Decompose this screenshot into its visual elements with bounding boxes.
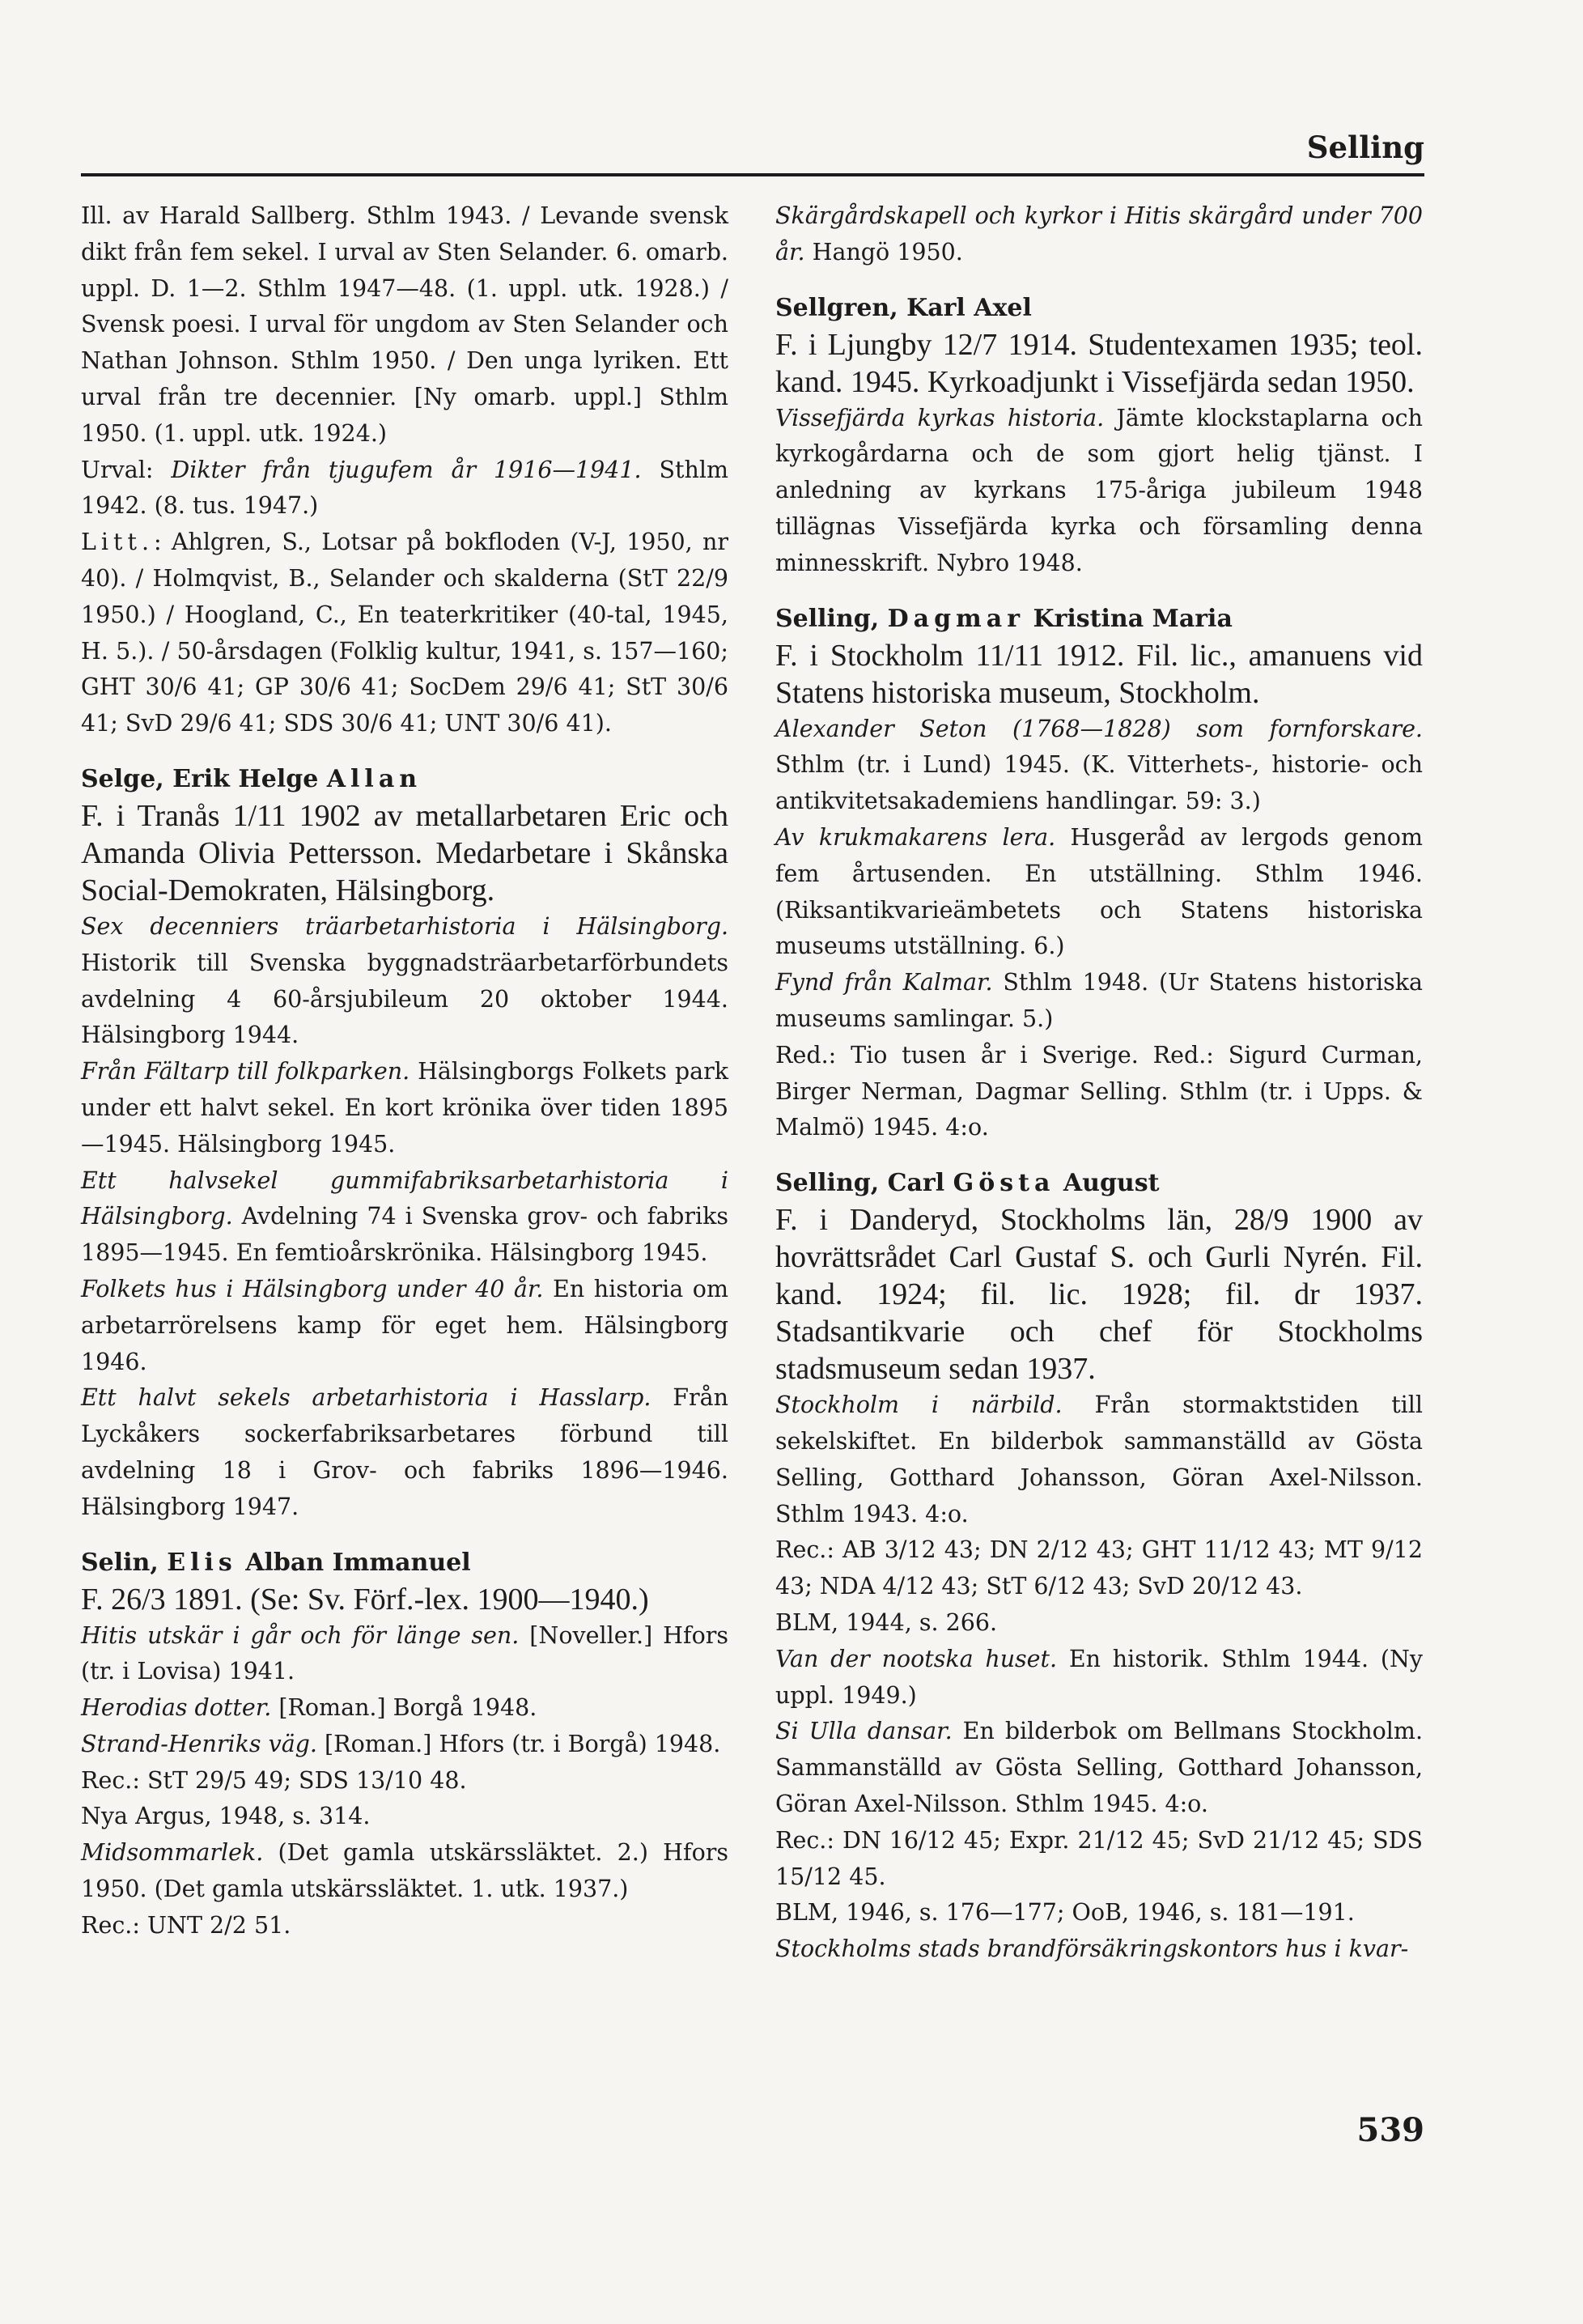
review-line: BLM, 1946, s. 176—177; OoB, 1946, s. 181—191. bbox=[775, 1899, 1355, 1927]
review-line: Rec.: DN 16/12 45; Expr. 21/12 45; SvD 21/12 45; SDS 15/12 45. bbox=[775, 1826, 1423, 1890]
entry-bio: F. i Stockholm 11/11 1912. Fil. lic., amanuens vid Statens historiska museum, Stockholm. bbox=[775, 638, 1423, 710]
entry-heading-selge: Selge, Erik Helge Allan bbox=[81, 764, 422, 793]
work-item: Herodias dotter. [Roman.] Borgå 1948. bbox=[81, 1694, 537, 1722]
review-line: BLM, 1944, s. 266. bbox=[775, 1608, 998, 1636]
work-item: Red.: Tio tusen år i Sverige. Red.: Sigurd Curman, Birger Nerman, Dagmar Selling. Sthlm (tr. i Upps. & Malmö) 1945. 4:o. bbox=[775, 1041, 1423, 1141]
header-rule bbox=[81, 173, 1424, 176]
intro-paragraph: Urval: Dikter från tjugufem år 1916—1941. Sthlm 1942. (8. tus. 1947.) bbox=[81, 456, 728, 520]
entry-heading-selling-dagmar: Selling, Dagmar Kristina Maria bbox=[775, 604, 1233, 633]
entry-bio: F. i Danderyd, Stockholms län, 28/9 1900 av hovrättsrådet Carl Gustaf S. och Gurli Nyrén. Fil. kand. 1924; fil. lic. 1928; fil. dr 1937. Stadsantikvarie och chef för Stockholms stadsmuseum sedan 1937. bbox=[775, 1203, 1423, 1387]
review-line: Rec.: StT 29/5 49; SDS 13/10 48. bbox=[81, 1766, 467, 1794]
work-item: Vissefjärda kyrkas historia. Jämte klockstaplarna och kyrkogårdarna och de som gjort helig tjänst. I anledning av kyrkans 175-åriga jubileum 1948 tillägnas Vissefjärda kyrka och församling denna minnesskrift. Nybro 1948. bbox=[775, 404, 1423, 576]
entry-heading-selling-gosta: Selling, Carl Gösta August bbox=[775, 1169, 1160, 1198]
entry-bio: F. 26/3 1891. (Se: Sv. Förf.-lex. 1900—1940.) bbox=[81, 1582, 649, 1617]
review-line: Nya Argus, 1948, s. 314. bbox=[81, 1803, 371, 1830]
page-number: 539 bbox=[1356, 2111, 1424, 2149]
work-item: Ett halvsekel gummifabriksarbetarhistoria i Hälsingborg. Avdelning 74 i Svenska grov- och fabriks 1895—1945. En femtioårskrönika. Hälsingborg 1945. bbox=[81, 1166, 728, 1267]
right-column bbox=[775, 198, 1423, 1968]
work-item: Ett halvt sekels arbetarhistoria i Hasslarp. Från Lyckåkers sockerfabriksarbetares förbund till avdelning 18 i Grov- och fabriks 1896—1946. Hälsingborg 1947. bbox=[81, 1384, 728, 1520]
work-item: Stockholms stads brandförsäkringskontors hus i kvar- bbox=[775, 1935, 1409, 1963]
intro-paragraph: Ill. av Harald Sallberg. Sthlm 1943. / Levande svensk dikt från fem sekel. I urval av Sten Selander. 6. omarb. uppl. D. 1—2. Sthlm 1947—48. (1. uppl. utk. 1928.) / Svensk poesi. I urval för ungdom av Sten Selander och Nathan Johnson. Sthlm 1950. / Den unga lyriken. Ett urval från tre decennier. [Ny omarb. uppl.] Sthlm 1950. (1. uppl. utk. 1924.) bbox=[81, 202, 728, 447]
intro-paragraph: Skärgårdskapell och kyrkor i Hitis skärgård under 700 år. Hangö 1950. bbox=[775, 202, 1423, 266]
work-item: Hitis utskär i går och för länge sen. [Noveller.] Hfors (tr. i Lovisa) 1941. bbox=[81, 1621, 728, 1685]
work-item: Si Ulla dansar. En bilderbok om Bellmans Stockholm. Sammanställd av Gösta Selling, Gotthard Johansson, Göran Axel-Nilsson. Sthlm 1945. 4:o. bbox=[775, 1718, 1424, 1817]
review-line: Rec.: AB 3/12 43; DN 2/12 43; GHT 11/12 43; MT 9/12 43; NDA 4/12 43; StT 6/12 43; SvD 20/12 43. bbox=[775, 1536, 1423, 1600]
work-item: Alexander Seton (1768—1828) som fornforskare. Sthlm (tr. i Lund) 1945. (K. Vitterhets-, historie- och antikvitetsakademiens handlingar. 59: 3.) bbox=[775, 715, 1423, 815]
left-column bbox=[81, 198, 728, 1944]
work-item: Folkets hus i Hälsingborg under 40 år. En historia om arbetarrörelsens kamp för eget hem. Hälsingborg 1946. bbox=[81, 1275, 728, 1375]
intro-paragraph: Litt.: Ahlgren, S., Lotsar på bokfloden (V-J, 1950, nr 40). / Holmqvist, B., Selander och skalderna (StT 22/9 1950.) / Hoogland, C., En teaterkritiker (40-tal, 1945, H. 5.). / 50-årsdagen (Folklig kultur, 1941, s. 157—160; GHT 30/6 41; GP 30/6 41; SocDem 29/6 41; StT 30/6 41; SvD 29/6 41; SDS 30/6 41; UNT 30/6 41). bbox=[81, 529, 728, 737]
work-item: Van der nootska huset. En historik. Sthlm 1944. (Ny uppl. 1949.) bbox=[775, 1645, 1424, 1709]
work-item: Midsommarlek. (Det gamla utskärssläktet. 2.) Hfors 1950. (Det gamla utskärssläktet. 1. utk. 1937.) bbox=[81, 1839, 728, 1903]
review-line: Rec.: UNT 2/2 51. bbox=[81, 1911, 291, 1939]
work-item: Av krukmakarens lera. Husgeråd av lergods genom fem årtusenden. En utställning. Sthlm 1946. (Riksantikvarieämbetets och Statens historiska museums utställning. 6.) bbox=[775, 823, 1423, 960]
entry-heading-selin: Selin, Elis Alban Immanuel bbox=[81, 1548, 471, 1577]
entry-bio: F. i Tranås 1/11 1902 av metallarbetaren Eric och Amanda Olivia Pettersson. Medarbetare i Skånska Social-Demokraten, Hälsingborg. bbox=[81, 798, 728, 907]
work-item: Stockholm i närbild. Från stormaktstiden till sekelskiftet. En bilderbok sammanställd av Gösta Selling, Gotthard Johansson, Göran Axel-Nilsson. Sthlm 1943. 4:o. bbox=[775, 1391, 1423, 1527]
entry-bio: F. i Ljungby 12/7 1914. Studentexamen 1935; teol. kand. 1945. Kyrkoadjunkt i Vissefjärda sedan 1950. bbox=[775, 327, 1423, 399]
entry-heading-sellgren: Sellgren, Karl Axel bbox=[775, 293, 1032, 322]
work-item: Strand-Henriks väg. [Roman.] Hfors (tr. i Borgå) 1948. bbox=[81, 1730, 721, 1757]
running-head: Selling bbox=[1306, 130, 1424, 165]
work-item: Från Fältarp till folkparken. Hälsingborgs Folkets park under ett halvt sekel. En kort krönika över tiden 1895—1945. Hälsingborg 1945. bbox=[81, 1058, 728, 1158]
work-item: Fynd från Kalmar. Sthlm 1948. (Ur Statens historiska museums samlingar. 5.) bbox=[775, 969, 1423, 1032]
work-item: Sex decenniers träarbetarhistoria i Hälsingborg. Historik till Svenska byggnadsträarbetarförbundets avdelning 4 60-årsjubileum 20 oktober 1944. Hälsingborg 1944. bbox=[81, 912, 728, 1049]
